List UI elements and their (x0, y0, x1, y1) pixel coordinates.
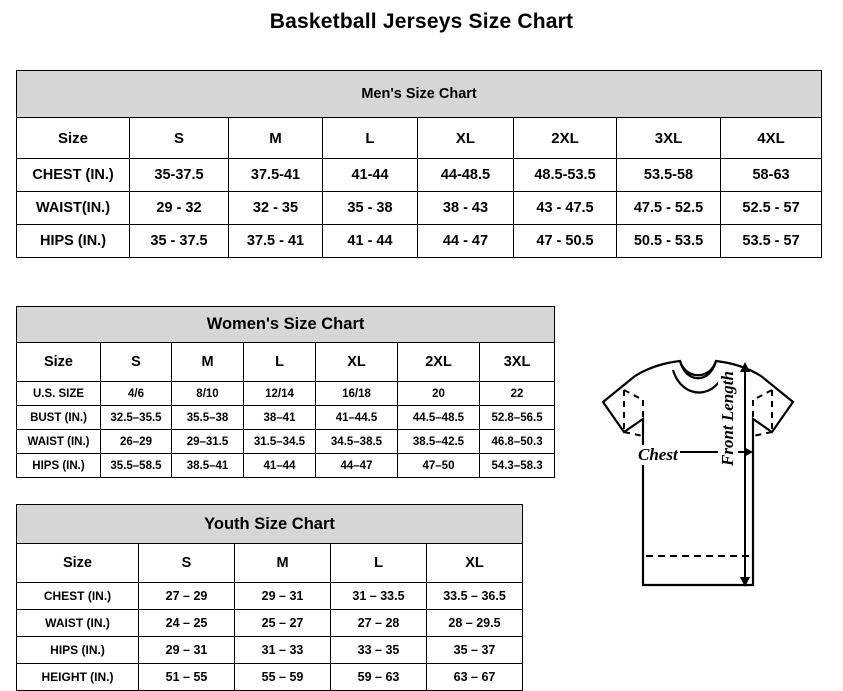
youth-cell-0-1: 29 – 31 (235, 583, 331, 610)
womens-cell-0-2: 12/14 (244, 382, 316, 406)
youth-cell-2-3: 35 – 37 (427, 637, 523, 664)
mens-cell-0-3: 44-48.5 (418, 159, 514, 192)
womens-col-4: XL (316, 343, 398, 382)
mens-col-3: L (323, 118, 418, 159)
table-row (17, 192, 822, 225)
youth-col-1: S (139, 544, 235, 583)
mens-col-4: XL (418, 118, 514, 159)
mens-cell-2-1: 37.5 - 41 (229, 225, 323, 258)
womens-cell-1-5: 52.8–56.5 (480, 406, 555, 430)
mens-cell-2-2: 41 - 44 (323, 225, 418, 258)
chest-measurement-label: Chest (638, 445, 678, 464)
mens-cell-1-6: 52.5 - 57 (721, 192, 822, 225)
mens-cell-2-5: 50.5 - 53.5 (617, 225, 721, 258)
mens-cell-0-1: 37.5-41 (229, 159, 323, 192)
youth-cell-2-1: 31 – 33 (235, 637, 331, 664)
womens-size-table (16, 306, 555, 478)
womens-row-3-label: HIPS (IN.) (17, 454, 101, 478)
womens-cell-2-2: 31.5–34.5 (244, 430, 316, 454)
youth-cell-1-3: 28 – 29.5 (427, 610, 523, 637)
womens-chart-title-row (17, 307, 555, 343)
table-row (17, 637, 523, 664)
womens-cell-1-2: 38–41 (244, 406, 316, 430)
youth-cell-3-2: 59 – 63 (331, 664, 427, 691)
womens-cell-0-1: 8/10 (172, 382, 244, 406)
mens-col-6: 3XL (617, 118, 721, 159)
womens-cell-3-2: 41–44 (244, 454, 316, 478)
page-title: Basketball Jerseys Size Chart (269, 10, 574, 33)
youth-chart-title: Youth Size Chart (17, 505, 523, 544)
mens-cell-0-2: 41-44 (323, 159, 418, 192)
womens-cell-1-4: 44.5–48.5 (398, 406, 480, 430)
womens-cell-2-3: 34.5–38.5 (316, 430, 398, 454)
table-row (17, 159, 822, 192)
mens-cell-1-5: 47.5 - 52.5 (617, 192, 721, 225)
womens-size-chart (16, 306, 554, 478)
youth-chart-title-row (17, 505, 523, 544)
mens-cell-1-1: 32 - 35 (229, 192, 323, 225)
womens-cell-2-5: 46.8–50.3 (480, 430, 555, 454)
womens-chart-title: Women's Size Chart (17, 307, 555, 343)
womens-cell-0-4: 20 (398, 382, 480, 406)
youth-cell-0-0: 27 – 29 (139, 583, 235, 610)
youth-cell-1-0: 24 – 25 (139, 610, 235, 637)
mens-cell-2-4: 47 - 50.5 (514, 225, 617, 258)
youth-cell-2-2: 33 – 35 (331, 637, 427, 664)
mens-cell-1-0: 29 - 32 (130, 192, 229, 225)
mens-col-7: 4XL (721, 118, 822, 159)
mens-cell-0-6: 58-63 (721, 159, 822, 192)
mens-chart-title: Men's Size Chart (17, 71, 822, 118)
mens-row-1-label: WAIST(IN.) (17, 192, 130, 225)
table-row (17, 430, 555, 454)
womens-cell-1-3: 41–44.5 (316, 406, 398, 430)
youth-cell-3-0: 51 – 55 (139, 664, 235, 691)
youth-cell-0-2: 31 – 33.5 (331, 583, 427, 610)
womens-row-1-label: BUST (IN.) (17, 406, 101, 430)
youth-col-4: XL (427, 544, 523, 583)
youth-header-row (17, 544, 523, 583)
table-row (17, 610, 523, 637)
youth-row-3-label: HEIGHT (IN.) (17, 664, 139, 691)
mens-cell-1-4: 43 - 47.5 (514, 192, 617, 225)
mens-row-2-label: HIPS (IN.) (17, 225, 130, 258)
womens-cell-2-1: 29–31.5 (172, 430, 244, 454)
womens-row-0-label: U.S. SIZE (17, 382, 101, 406)
womens-col-2: M (172, 343, 244, 382)
womens-cell-1-0: 32.5–35.5 (101, 406, 172, 430)
youth-size-chart (16, 504, 522, 691)
womens-cell-3-1: 38.5–41 (172, 454, 244, 478)
womens-col-0: Size (17, 343, 101, 382)
womens-cell-0-0: 4/6 (101, 382, 172, 406)
table-row (17, 583, 523, 610)
youth-size-table (16, 504, 523, 691)
mens-col-1: S (130, 118, 229, 159)
womens-cell-2-4: 38.5–42.5 (398, 430, 480, 454)
youth-row-1-label: WAIST (IN.) (17, 610, 139, 637)
mens-cell-2-0: 35 - 37.5 (130, 225, 229, 258)
table-row (17, 406, 555, 430)
mens-col-0: Size (17, 118, 130, 159)
womens-header-row (17, 343, 555, 382)
womens-cell-3-5: 54.3–58.3 (480, 454, 555, 478)
womens-cell-3-0: 35.5–58.5 (101, 454, 172, 478)
table-row (17, 382, 555, 406)
youth-cell-1-1: 25 – 27 (235, 610, 331, 637)
jersey-measurement-diagram (540, 340, 840, 680)
mens-size-table (16, 70, 822, 258)
mens-cell-0-4: 48.5-53.5 (514, 159, 617, 192)
front-length-measurement-label: Front Length (718, 371, 737, 466)
youth-col-3: L (331, 544, 427, 583)
mens-cell-1-2: 35 - 38 (323, 192, 418, 225)
womens-col-3: L (244, 343, 316, 382)
youth-cell-0-3: 33.5 – 36.5 (427, 583, 523, 610)
womens-col-1: S (101, 343, 172, 382)
mens-cell-2-3: 44 - 47 (418, 225, 514, 258)
mens-cell-0-0: 35-37.5 (130, 159, 229, 192)
womens-cell-1-1: 35.5–38 (172, 406, 244, 430)
womens-col-5: 2XL (398, 343, 480, 382)
table-row (17, 454, 555, 478)
youth-row-2-label: HIPS (IN.) (17, 637, 139, 664)
mens-row-0-label: CHEST (IN.) (17, 159, 130, 192)
jersey-outline-icon (540, 340, 840, 650)
mens-cell-0-5: 53.5-58 (617, 159, 721, 192)
womens-cell-0-5: 22 (480, 382, 555, 406)
mens-col-5: 2XL (514, 118, 617, 159)
youth-col-2: M (235, 544, 331, 583)
youth-col-0: Size (17, 544, 139, 583)
youth-cell-1-2: 27 – 28 (331, 610, 427, 637)
mens-header-row (17, 118, 822, 159)
womens-cell-2-0: 26–29 (101, 430, 172, 454)
womens-cell-0-3: 16/18 (316, 382, 398, 406)
mens-col-2: M (229, 118, 323, 159)
youth-cell-3-1: 55 – 59 (235, 664, 331, 691)
mens-cell-1-3: 38 - 43 (418, 192, 514, 225)
womens-col-6: 3XL (480, 343, 555, 382)
youth-cell-2-0: 29 – 31 (139, 637, 235, 664)
table-row (17, 664, 523, 691)
womens-row-2-label: WAIST (IN.) (17, 430, 101, 454)
mens-cell-2-6: 53.5 - 57 (721, 225, 822, 258)
youth-cell-3-3: 63 – 67 (427, 664, 523, 691)
youth-row-0-label: CHEST (IN.) (17, 583, 139, 610)
womens-cell-3-3: 44–47 (316, 454, 398, 478)
mens-size-chart (16, 70, 821, 258)
table-row (17, 225, 822, 258)
mens-chart-title-row (17, 71, 822, 118)
womens-cell-3-4: 47–50 (398, 454, 480, 478)
